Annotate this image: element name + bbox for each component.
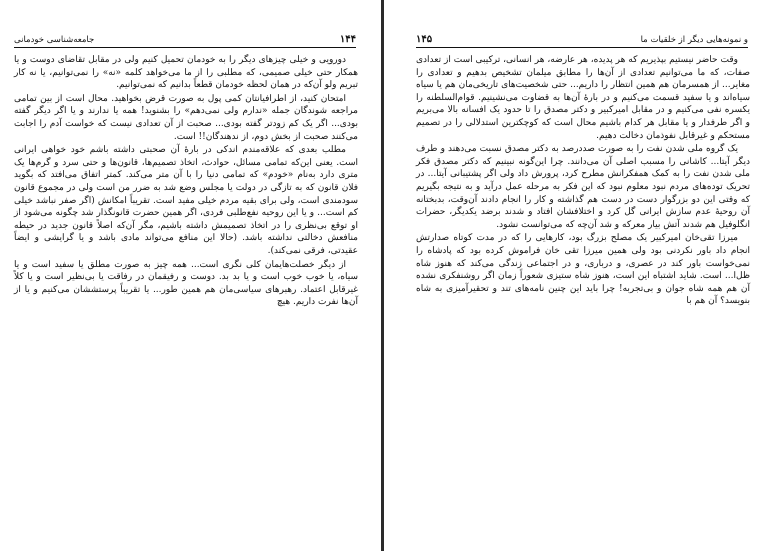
paragraph: وقت حاضر نیستیم بپذیریم که هر پدیده، هر عارضه، هر انسانی، ترکیبی است از تعدادی صفات، که ما می‌توانیم تعدادی از آن‌ها را مطابق میلمان تشخیص بدهیم و تعدادی را مغایر... از همسرمان هم همین انتظار را داریم... حتی شخصیت‌های تاریخی‌مان هم یا سیاه سیاه‌اند و یا سفید قسمت می‌کنیم و در بارهٔ آن‌ها به قضاوت می‌نشینیم. قوام‌السلطنه را یکسره نفی می‌کنیم و در مقابل امیرکبیر و دکتر مصدق را تا حدود یک افسانه بالا می‌بریم و اگر طرفدار و یا مقابل هر کدام باشیم محال است که کوچکترین استدلالی را در تصمیم مستحکم و غیرقابل نفوذمان دخالت دهیم. xyxy=(416,55,750,141)
left-page-header xyxy=(14,34,356,48)
right-page-header xyxy=(416,34,748,48)
paragraph: امتحان کنید، از اطرافیانتان کمی پول به صورت قرض بخواهید. محال است از بین تمامی مراجعه شوندگان جمله «ندارم ولی نمی‌دهم» را بشنوید! همه یا ندارند و یا اگر دیگر گفته بودی... اگر یک کم زودتر گفته بودی... صحبت از آن تعدادی نیست که خواست آدم را اجابت می‌کنند صحبت از بخش دوم، از ندهندگان!! است. xyxy=(14,93,358,142)
right-page-body xyxy=(416,54,750,308)
paragraph: میرزا تقی‌خان امیرکبیر یک مصلح بزرگ بود، کارهایی را که در مدت کوتاه صدارتش انجام داد باور نکردنی بود ولی همین میرزا تقی خان فراموش کرده بود که پادشاه را نمی‌خواست باور کند در عصری، و درباری، و در اجتماعی زندگی می‌کند که هنوز شاه ظل‌ا... است. شاید اشتباه این است، هنوز شاه ستیزی شعوراً زمان اگر روشنفکری نشده آن هم همه شاه جوان و بی‌تجربه! چرا باید این چنین نامه‌های تند و تحقیرآمیزی به شاه بنویسد؟ آن هم با xyxy=(416,233,750,307)
paragraph: دورویی و خیلی چیزهای دیگر را به خودمان تحمیل کنیم ولی در مقابل تقاضای دوست و یا همکار حتی خیلی صمیمی، که مطلبی را از ما می‌خواهد کلمه «نه» را نمی‌توانیم، یا نه کار تبریم ولو آن‌که در همان لحظه خودمان قطعاً بدانیم که نمی‌توانیم. xyxy=(14,55,358,91)
left-page-body xyxy=(14,54,358,309)
right-page xyxy=(384,0,768,551)
paragraph: از دیگر خصلت‌هایمان کلی نگری است... همه چیز به صورت مطلق یا سفید است و یا سیاه، یا خوب خوب است و یا بد بد. دوست و رفیقمان در رفاقت یا بی‌نظیر است و یا کلاً غیرقابل اعتماد. رهبرهای سیاسی‌مان هم همین طور... یا تقریباً پرستششان می‌کنیم و یا از آن‌ها نفرت داریم. هیچ xyxy=(14,259,358,308)
running-title: و نمونه‌هایی دیگر از خلقیات ما xyxy=(640,35,748,45)
running-title: جامعه‌شناسی خودمانی xyxy=(14,35,95,45)
paragraph: یک گروه ملی شدن نفت را به صورت صددرصد به دکتر مصدق نسبت می‌دهند و طرف دیگر آیتا... کاشانی را مسبب اصلی آن می‌دانند. چرا این‌گونه نبینیم که دکتر مصدق فکر ملی شدن نفت را به کمک همفکرانش مطرح کرد، پرورش داد ولی اگر پشتیبانی آیتا... در تحریک توده‌های مردم نبود معلوم نبود که این فکر به مرحله عمل درآید و به نتیجه بگیریم که وقتی این دو بزرگوار دست در دست هم گذاشته و کار را انجام دادند آن‌وقت، بدبختانه آن روحیهٔ عدم سازش ایرانی گل کرد و اختلافشان افتاد و شدند برضد یکدیگر، حضرات انگلوفیل هم شدند آتش بیار معرکه و شد آن‌چه که می‌توانست نشود. xyxy=(416,144,750,230)
paragraph: مطلب بعدی که علاقه‌مندم اندکی در بارهٔ آن صحبتی داشته باشم خود خواهی ایرانی است. یعنی این‌که تمامی مسائل، حوادث، اتخاذ تصمیم‌ها، قانون‌ها و حتی سرد و گرم‌ها یک متری دارد به‌نام «خودم» که تمامی دنیا را با آن متر می‌کند. کمتر اتفاق می‌افتد که بگوید فلان قانون که به تازگی در دولت یا مجلس وضع شد به ضرر من است ولی در مجموع قانون سودمندی است، ولی برای بقیه مردم خیلی مفید است. تقریباً امکانش (اگر صفر نباشد خیلی کم است... و یا این روحیه نفع‌طلبی فردی، اگر همین حضرت قانونگذار شد چگونه می‌شود از او توقع بی‌نظری را در اتخاذ تصمیمش داشته باشیم، مگر آن‌که اصلاً قانون جدید در حیطه منافعش دخالتی نداشته باشد. (حالا این منافع می‌تواند مادی باشد و یا گرایشی و ایضاً عقیدتی، فرقی نمی‌کند). xyxy=(14,145,358,256)
page-number: ۱۴۴ xyxy=(339,34,356,45)
page-number: ۱۴۵ xyxy=(416,34,433,45)
